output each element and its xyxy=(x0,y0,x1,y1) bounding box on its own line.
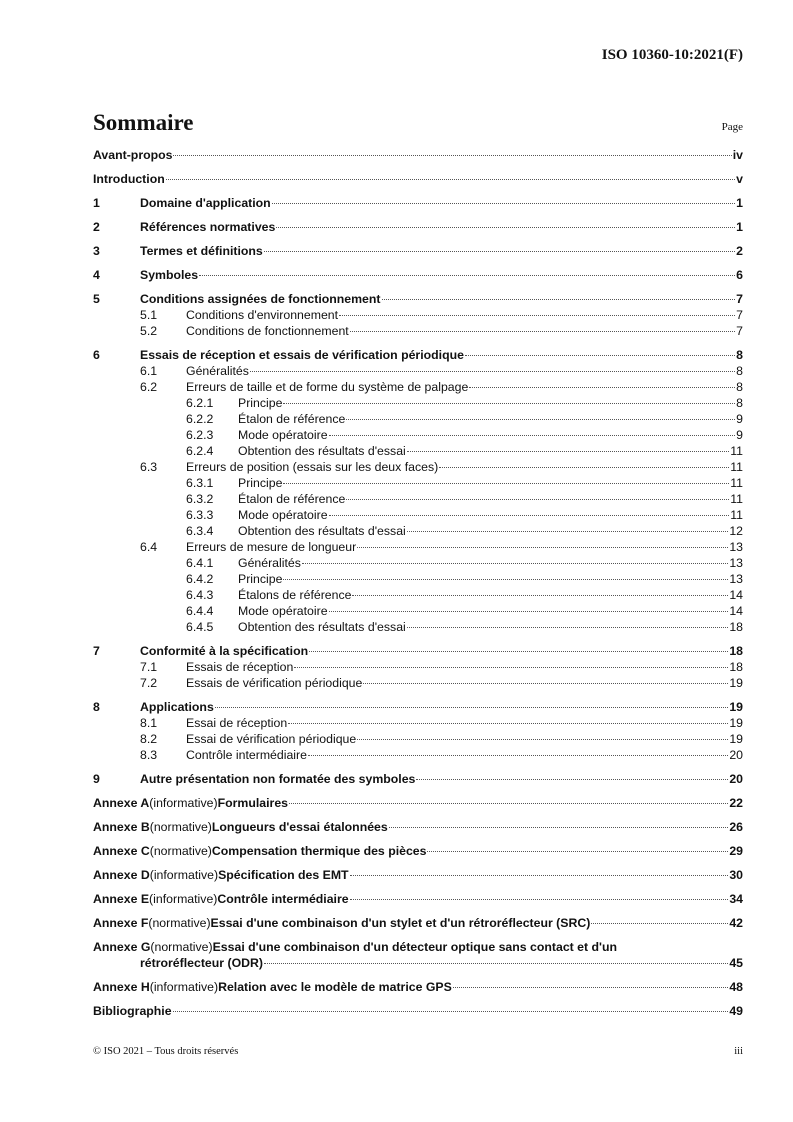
toc-entry-page: 8 xyxy=(736,348,743,362)
toc-entry-page: 7 xyxy=(736,292,743,306)
toc-entry-number: 6.4.2 xyxy=(186,572,214,586)
dot-leader xyxy=(591,923,728,924)
toc-entry-number: 6.4.4 xyxy=(186,604,214,618)
toc-entry-page: 9 xyxy=(736,412,743,426)
toc-entry[interactable] xyxy=(93,771,743,787)
toc-entry-number: 7.1 xyxy=(140,660,158,674)
toc-entry[interactable] xyxy=(93,571,743,587)
toc-entry-page: 18 xyxy=(729,620,743,634)
toc-entry[interactable] xyxy=(93,539,743,555)
toc-entry-number: 6.2.4 xyxy=(186,444,214,458)
toc-entry-page: v xyxy=(736,172,743,186)
toc-entry-page: 11 xyxy=(730,476,743,490)
toc-entry-page: 13 xyxy=(729,540,743,554)
annex-kind: (normative) xyxy=(149,820,212,834)
toc-entry-page: 14 xyxy=(729,604,743,618)
annex-kind: (informative) xyxy=(149,868,219,882)
dot-leader xyxy=(272,203,735,204)
toc-entry-number: 6 xyxy=(93,348,100,362)
toc-entry-number: 9 xyxy=(93,772,100,786)
toc-entry-title: Compensation thermique des pièces xyxy=(211,844,427,858)
toc-entry-title: Références normatives xyxy=(140,220,276,234)
toc-entry[interactable] xyxy=(93,171,743,187)
toc-entry[interactable] xyxy=(93,603,743,619)
toc-entry-title: Avant-propos xyxy=(93,148,173,162)
toc-entry-title: Obtention des résultats d'essai xyxy=(238,524,406,538)
toc-entry-number: 7 xyxy=(93,644,100,658)
annex-kind: (informative) xyxy=(149,796,218,810)
dot-leader xyxy=(407,627,729,628)
toc-entry[interactable] xyxy=(93,459,743,475)
toc-entry-number: 8.1 xyxy=(140,716,158,730)
toc-entry-number: 6.3.2 xyxy=(186,492,214,506)
dot-leader xyxy=(308,755,728,756)
toc-entry-title: Essai de vérification périodique xyxy=(186,732,357,746)
toc-entry[interactable] xyxy=(93,195,743,211)
toc-entry-title: Applications xyxy=(140,700,214,714)
toc-entry-page: 8 xyxy=(736,364,743,378)
toc-entry-page: 34 xyxy=(729,892,743,906)
toc-entry-page: 14 xyxy=(729,588,743,602)
toc-entry-title: Essais de réception xyxy=(186,660,294,674)
footer-copyright: © ISO 2021 – Tous droits réservés xyxy=(93,1046,239,1057)
toc-entry[interactable] xyxy=(93,291,743,307)
annex-kind: (normative) xyxy=(149,844,212,858)
toc-entry-title: Contrôle intermédiaire xyxy=(186,748,307,762)
toc-entry[interactable] xyxy=(93,523,743,539)
toc-entry-continuation[interactable] xyxy=(93,955,743,971)
toc-entry-number: 6.3.4 xyxy=(186,524,214,538)
toc-entry-number: 6.3 xyxy=(140,460,158,474)
dot-leader xyxy=(352,595,728,596)
page-title: Sommaire xyxy=(93,110,194,135)
toc-entry[interactable] xyxy=(93,979,743,995)
toc-entry-title: Relation avec le modèle de matrice GPS xyxy=(218,980,452,994)
dot-leader xyxy=(329,435,736,436)
toc-entry-page: 1 xyxy=(736,220,743,234)
annex-kind: (informative) xyxy=(149,980,219,994)
dot-leader xyxy=(173,1011,729,1012)
toc-entry-title: Introduction xyxy=(93,172,165,186)
footer-page-number: iii xyxy=(734,1046,743,1057)
toc-entry-page: 19 xyxy=(729,716,743,730)
toc-entry[interactable] xyxy=(93,715,743,731)
toc-entry-title: Étalons de référence xyxy=(238,588,352,602)
dot-leader xyxy=(166,179,735,180)
toc-entry[interactable] xyxy=(93,891,743,907)
toc-entry-page: 49 xyxy=(729,1004,743,1018)
toc-entry[interactable] xyxy=(93,1003,743,1019)
toc-entry[interactable] xyxy=(93,363,743,379)
toc-entry-title: Erreurs de mesure de longueur xyxy=(186,540,357,554)
toc-entry-page: 19 xyxy=(729,700,743,714)
annex-label: Annexe F xyxy=(93,916,149,930)
toc-entry[interactable] xyxy=(93,507,743,523)
toc-entry-number: 5.1 xyxy=(140,308,158,322)
toc-entry-number: 5.2 xyxy=(140,324,158,338)
toc-entry-title: Termes et définitions xyxy=(140,244,263,258)
toc-entry[interactable] xyxy=(93,491,743,507)
dot-leader xyxy=(329,515,730,516)
dot-leader xyxy=(427,851,728,852)
toc-entry-number: 2 xyxy=(93,220,100,234)
dot-leader xyxy=(276,227,735,228)
toc-entry[interactable] xyxy=(93,323,743,339)
toc-entry-page: 13 xyxy=(729,556,743,570)
dot-leader xyxy=(339,315,735,316)
annex-kind: (informative) xyxy=(149,892,218,906)
dot-leader xyxy=(173,155,731,156)
toc-entry-title: Étalon de référence xyxy=(238,412,346,426)
annex-kind: (normative) xyxy=(148,916,211,930)
dot-leader xyxy=(288,723,728,724)
toc-entry-title: Conformité à la spécification xyxy=(140,644,309,658)
dot-leader xyxy=(389,827,729,828)
toc-entry[interactable] xyxy=(93,843,743,859)
toc-entry-title: Essai de réception xyxy=(186,716,288,730)
toc-entry-page: 45 xyxy=(729,956,743,970)
annex-label: Annexe A xyxy=(93,796,150,810)
annex-label: Annexe C xyxy=(93,844,150,858)
dot-leader xyxy=(294,667,728,668)
toc-entry-title: Erreurs de taille et de forme du système de palpage xyxy=(186,380,469,394)
toc-entry[interactable] xyxy=(93,427,743,443)
toc-entry-page: 20 xyxy=(729,772,743,786)
toc-entry-title: Bibliographie xyxy=(93,1004,172,1018)
toc-entry-page: 8 xyxy=(736,380,743,394)
toc-entry-page: 1 xyxy=(736,196,743,210)
toc-entry-title: Autre présentation non formatée des symboles xyxy=(140,772,416,786)
dot-leader xyxy=(469,387,735,388)
toc-entry[interactable] xyxy=(93,555,743,571)
dot-leader xyxy=(250,371,735,372)
toc-entry-title: Mode opératoire xyxy=(238,428,328,442)
toc-entry-title: Longueurs d'essai étalonnées xyxy=(211,820,388,834)
toc-entry-title: Étalon de référence xyxy=(238,492,346,506)
toc-entry-title: Principe xyxy=(238,476,283,490)
toc-entry-number: 3 xyxy=(93,244,100,258)
toc-entry-page: 11 xyxy=(730,508,743,522)
toc-entry[interactable] xyxy=(93,619,743,635)
toc-entry-title: Domaine d'application xyxy=(140,196,271,210)
toc-entry-page: 8 xyxy=(736,396,743,410)
toc-entry[interactable] xyxy=(93,347,743,363)
dot-leader xyxy=(350,875,729,876)
toc-entry[interactable] xyxy=(93,867,743,883)
toc-entry[interactable] xyxy=(93,731,743,747)
toc-entry-page: 12 xyxy=(729,524,743,538)
toc-entry-title: Contrôle intermédiaire xyxy=(217,892,349,906)
toc-entry-title: Obtention des résultats d'essai xyxy=(238,620,406,634)
toc-entry-title: Généralités xyxy=(186,364,249,378)
toc-entry[interactable] xyxy=(93,267,743,283)
toc-entry-page: 11 xyxy=(730,444,743,458)
dot-leader xyxy=(357,739,728,740)
toc-entry-number: 5 xyxy=(93,292,100,306)
toc-entry[interactable] xyxy=(93,411,743,427)
toc-entry-page: 11 xyxy=(730,492,743,506)
toc-entry-number: 6.2.1 xyxy=(186,396,214,410)
toc-entry-number: 1 xyxy=(93,196,100,210)
toc-entry-number: 8 xyxy=(93,700,100,714)
toc-entry-number: 6.4.1 xyxy=(186,556,214,570)
toc-entry-page: 48 xyxy=(729,980,743,994)
toc-entry-title: Principe xyxy=(238,572,283,586)
dot-leader xyxy=(264,251,735,252)
toc-entry-title: Essais de vérification périodique xyxy=(186,676,363,690)
toc-entry-page: 42 xyxy=(729,916,743,930)
toc-entry-number: 6.1 xyxy=(140,364,158,378)
dot-leader xyxy=(346,499,729,500)
toc-entry[interactable] xyxy=(93,307,743,323)
dot-leader xyxy=(357,547,728,548)
dot-leader xyxy=(453,987,729,988)
toc-entry-title: Généralités xyxy=(238,556,301,570)
annex-label: Annexe E xyxy=(93,892,150,906)
toc-entry-title: Conditions d'environnement xyxy=(186,308,339,322)
toc-entry-title: Essai d'une combinaison d'un stylet et d'un rétroréflecteur (SRC) xyxy=(210,916,591,930)
document-id: ISO 10360-10:2021(F) xyxy=(601,47,743,63)
annex-label: Annexe B xyxy=(93,820,150,834)
toc-entry[interactable] xyxy=(93,659,743,675)
dot-leader xyxy=(264,963,728,964)
toc-entry[interactable] xyxy=(93,243,743,259)
annex-label: Annexe H xyxy=(93,980,150,994)
toc-entry-page: 20 xyxy=(729,748,743,762)
annex-label: Annexe G xyxy=(93,940,151,954)
toc-entry-number: 6.2.3 xyxy=(186,428,214,442)
toc-entry-title: Symboles xyxy=(140,268,199,282)
dot-leader xyxy=(283,483,729,484)
toc-entry-title: Conditions assignées de fonctionnement xyxy=(140,292,381,306)
toc-entry-page: 18 xyxy=(729,644,743,658)
dot-leader xyxy=(465,355,735,356)
dot-leader xyxy=(283,579,728,580)
toc-entry-page: 18 xyxy=(729,660,743,674)
toc-entry-page: iv xyxy=(732,148,743,162)
toc-entry-page: 22 xyxy=(729,796,743,810)
toc-entry[interactable] xyxy=(93,795,743,811)
toc-entry[interactable] xyxy=(93,915,743,931)
toc-entry-title: Essais de réception et essais de vérification périodique xyxy=(140,348,464,362)
dot-leader xyxy=(382,299,736,300)
toc-entry[interactable] xyxy=(93,699,743,715)
toc-entry-title-cont: rétroréflecteur (ODR) xyxy=(140,956,263,970)
dot-leader xyxy=(416,779,728,780)
toc-entry[interactable] xyxy=(93,587,743,603)
toc-entry-page: 9 xyxy=(736,428,743,442)
toc-entry-page: 30 xyxy=(729,868,743,882)
toc-entry-number: 8.2 xyxy=(140,732,158,746)
toc-entry-title: Formulaires xyxy=(217,796,288,810)
dot-leader xyxy=(350,899,729,900)
annex-kind: (normative) xyxy=(150,940,213,954)
toc-entry-page: 13 xyxy=(729,572,743,586)
toc-entry[interactable] xyxy=(93,643,743,659)
table-of-contents xyxy=(93,147,743,1019)
toc-entry-page: 29 xyxy=(729,844,743,858)
toc-entry-page: 26 xyxy=(729,820,743,834)
dot-leader xyxy=(289,803,728,804)
toc-entry-number: 6.2.2 xyxy=(186,412,214,426)
toc-entry[interactable] xyxy=(93,939,743,955)
toc-entry[interactable] xyxy=(93,379,743,395)
dot-leader xyxy=(329,611,729,612)
toc-entry-title: Obtention des résultats d'essai xyxy=(238,444,406,458)
toc-entry[interactable] xyxy=(93,219,743,235)
dot-leader xyxy=(309,651,728,652)
annex-label: Annexe D xyxy=(93,868,150,882)
toc-entry-page: 7 xyxy=(736,308,743,322)
toc-entry[interactable] xyxy=(93,675,743,691)
toc-entry-page: 19 xyxy=(729,732,743,746)
toc-entry-number: 6.3.3 xyxy=(186,508,214,522)
toc-entry-title: Principe xyxy=(238,396,283,410)
toc-entry-number: 6.4 xyxy=(140,540,158,554)
toc-entry[interactable] xyxy=(93,747,743,763)
toc-entry[interactable] xyxy=(93,395,743,411)
toc-entry-page: 6 xyxy=(736,268,743,282)
toc-entry-title: Erreurs de position (essais sur les deux faces) xyxy=(186,460,439,474)
dot-leader xyxy=(407,531,729,532)
dot-leader xyxy=(302,563,728,564)
toc-entry-page: 7 xyxy=(736,324,743,338)
toc-entry[interactable] xyxy=(93,475,743,491)
toc-entry[interactable] xyxy=(93,147,743,163)
toc-entry-number: 7.2 xyxy=(140,676,158,690)
toc-entry-page: 19 xyxy=(729,676,743,690)
toc-entry-title: Conditions de fonctionnement xyxy=(186,324,349,338)
toc-entry-page: 2 xyxy=(736,244,743,258)
dot-leader xyxy=(439,467,729,468)
dot-leader xyxy=(215,707,729,708)
toc-entry-title: Essai d'une combinaison d'un détecteur optique sans contact et d'un xyxy=(212,940,617,954)
dot-leader xyxy=(199,275,735,276)
toc-entry[interactable] xyxy=(93,819,743,835)
dot-leader xyxy=(407,451,729,452)
toc-entry-page: 11 xyxy=(730,460,743,474)
dot-leader xyxy=(350,331,735,332)
toc-entry-title: Spécification des EMT xyxy=(218,868,349,882)
toc-entry[interactable] xyxy=(93,443,743,459)
toc-entry-number: 6.3.1 xyxy=(186,476,214,490)
toc-entry-number: 6.4.3 xyxy=(186,588,214,602)
dot-leader xyxy=(283,403,735,404)
toc-entry-number: 4 xyxy=(93,268,100,282)
toc-entry-number: 6.4.5 xyxy=(186,620,214,634)
dot-leader xyxy=(346,419,735,420)
toc-entry-number: 8.3 xyxy=(140,748,158,762)
toc-entry-number: 6.2 xyxy=(140,380,158,394)
toc-entry-title: Mode opératoire xyxy=(238,508,328,522)
page-column-label: Page xyxy=(721,121,743,133)
dot-leader xyxy=(363,683,728,684)
toc-entry-title: Mode opératoire xyxy=(238,604,328,618)
